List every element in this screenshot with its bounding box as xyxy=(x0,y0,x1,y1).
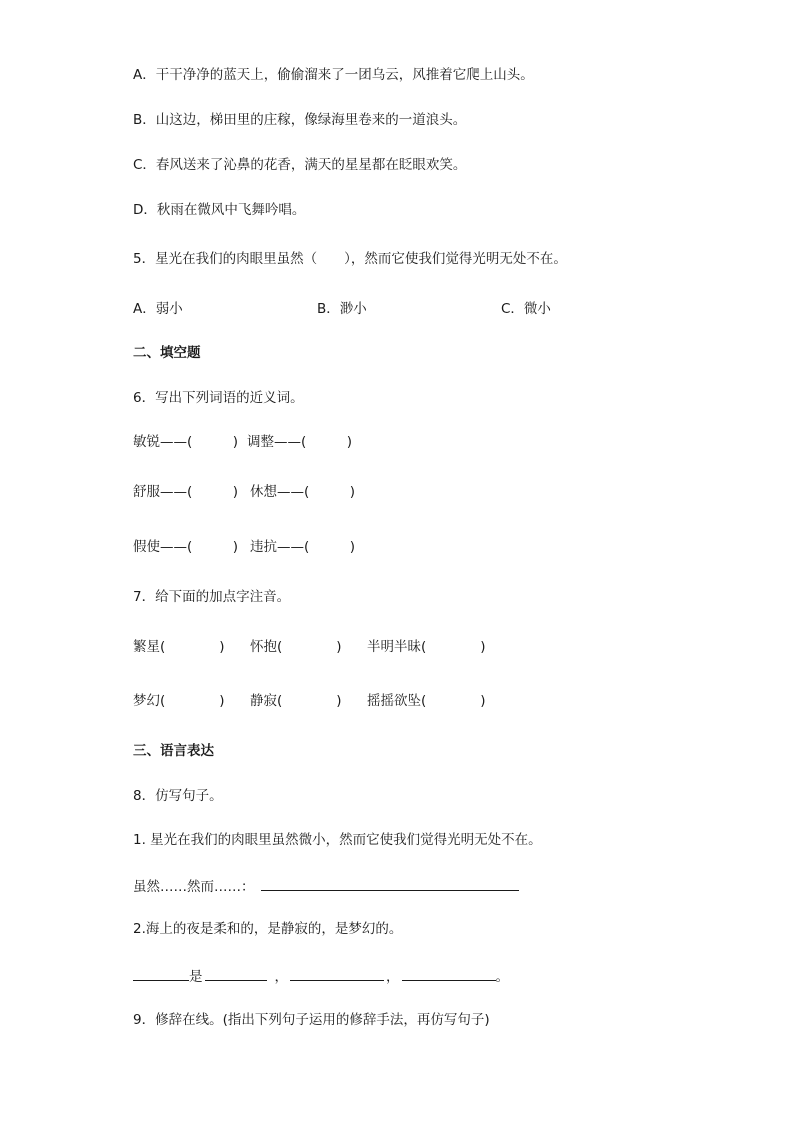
q8-item-1-prompt: 虽然……然而……： xyxy=(133,879,255,895)
answer-blank[interactable] xyxy=(133,966,189,981)
is-word: 是 xyxy=(189,969,203,985)
answer-blank[interactable] xyxy=(205,966,267,981)
q8-item-2: 2.海上的夜是柔和的，是静寂的，是梦幻的。 xyxy=(133,921,403,937)
answer-blank[interactable] xyxy=(290,966,384,981)
section-2-title: 二、填空题 xyxy=(133,345,201,361)
q7-item: 静寂( ) xyxy=(250,693,342,709)
q5-option-a: A．弱小 xyxy=(133,301,183,317)
answer-blank[interactable] xyxy=(261,876,519,891)
q4-option-d: D．秋雨在微风中飞舞吟唱。 xyxy=(133,202,306,218)
q6-item: 休想——( ) xyxy=(250,484,356,500)
q6-item: 违抗——( ) xyxy=(250,539,356,555)
q4-option-b: B．山这边，梯田里的庄稼，像绿海里卷来的一道浪头。 xyxy=(133,112,467,128)
q7-item: 繁星( ) xyxy=(133,639,225,655)
q8-item-1: 1. 星光在我们的肉眼里虽然微小，然而它使我们觉得光明无处不在。 xyxy=(133,832,542,848)
q6-item: 调整——( ) xyxy=(247,434,353,450)
q4-option-c: C．春风送来了沁鼻的花香，满天的星星都在眨眼欢笑。 xyxy=(133,157,467,173)
q5-option-c: C．微小 xyxy=(501,301,551,317)
q7-stem: 7．给下面的加点字注音。 xyxy=(133,589,291,605)
q5-option-b: B．渺小 xyxy=(317,301,367,317)
q7-item: 梦幻( ) xyxy=(133,693,225,709)
q5-stem: 5．星光在我们的肉眼里虽然（ ），然而它使我们觉得光明无处不在。 xyxy=(133,251,567,267)
q8-stem: 8．仿写句子。 xyxy=(133,788,223,804)
section-3-title: 三、语言表达 xyxy=(133,743,214,759)
answer-blank[interactable] xyxy=(402,966,496,981)
q4-option-a: A．干干净净的蓝天上，偷偷溜来了一团乌云，风推着它爬上山头。 xyxy=(133,67,534,83)
q6-stem: 6．写出下列词语的近义词。 xyxy=(133,390,304,406)
comma-mark: ， xyxy=(274,969,288,985)
q9-stem: 9．修辞在线。(指出下列句子运用的修辞手法，再仿写句子) xyxy=(133,1012,490,1028)
q7-item: 怀抱( ) xyxy=(250,639,342,655)
comma-mark: ， xyxy=(386,969,400,985)
q8-item-2-answer xyxy=(133,966,509,986)
period-mark: 。 xyxy=(495,969,509,985)
q7-item: 摇摇欲坠( ) xyxy=(367,693,486,709)
q6-item: 舒服——( ) xyxy=(133,484,239,500)
q8-item-1-answer xyxy=(133,876,519,896)
q6-item: 敏锐——( ) xyxy=(133,434,239,450)
q6-item: 假使——( ) xyxy=(133,539,239,555)
q7-item: 半明半昧( ) xyxy=(367,639,486,655)
